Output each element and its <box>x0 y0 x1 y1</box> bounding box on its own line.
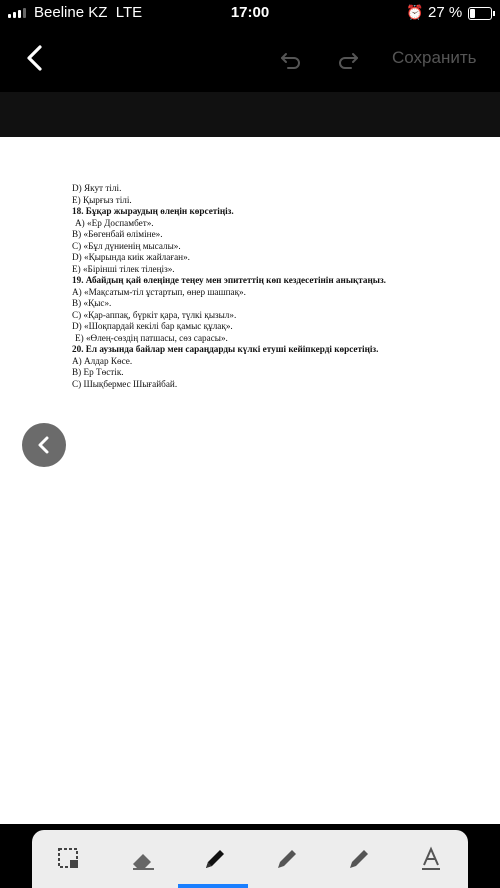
selection-tool[interactable] <box>54 844 84 874</box>
question-20: 20. Ел аузында байлар мен сараңдарды күлкі етуші кейіпкерді көрсетіңіз. <box>72 344 379 354</box>
answer-option: C) «Қар-аппақ, бүркіт қара, түлкі қызыл». <box>72 309 237 320</box>
back-button[interactable] <box>18 40 54 76</box>
answer-option: C) «Бұл дүниенің мысалы». <box>72 240 181 251</box>
answer-option: E) Қырғыз тілі. <box>72 194 132 205</box>
battery-fill <box>470 9 475 18</box>
chevron-left-icon <box>34 435 54 455</box>
tool-tray <box>32 830 468 888</box>
text-icon <box>416 844 446 874</box>
pen-icon <box>200 844 230 874</box>
answer-option: A) «Мақсатым-тіл ұстартып, өнер шашпақ». <box>72 286 246 297</box>
highlighter-tool[interactable] <box>272 844 302 874</box>
answer-option: D) Якут тілі. <box>72 183 122 193</box>
answer-option: D) «Қырында киік жайлаған». <box>72 252 190 262</box>
carrier-label: Beeline KZ LTE <box>34 4 143 21</box>
dashed-selection-icon <box>54 844 84 874</box>
battery-percent: 27 % <box>428 4 463 21</box>
pencil-tool[interactable] <box>344 844 374 874</box>
redo-icon <box>335 46 361 72</box>
save-button[interactable]: Сохранить <box>392 48 477 67</box>
question-19: 19. Абайдың қай өлеңінде теңеу мен эпитеттің көп кездесетінін анықтаңыз. <box>72 275 386 285</box>
question-18: 18. Бұқар жыраудың өлеңін көрсетіңіз. <box>72 206 234 216</box>
answer-option: B) Ер Төстік. <box>72 367 124 377</box>
answer-option: B) «Бөгенбай өліміне». <box>72 229 163 239</box>
undo-button[interactable] <box>278 46 304 72</box>
redo-button[interactable] <box>335 46 361 72</box>
answer-option: E) «Өлең-сөздің патшасы, сөз сарасы». <box>75 332 228 343</box>
answer-option: A) Алдар Көсе. <box>72 355 133 366</box>
selected-tool-indicator <box>178 884 248 888</box>
markup-toolbar <box>0 824 500 888</box>
answer-option: D) «Шоқпардай кекілі бар қамыс құлақ». <box>72 321 233 331</box>
answer-option: C) Шықбермес Шығайбай. <box>72 378 178 389</box>
previous-page-button[interactable] <box>22 423 66 467</box>
answer-option: E) «Бірінші тілек тілеңіз». <box>72 263 175 274</box>
document-text <box>72 183 452 390</box>
status-bar <box>0 0 500 26</box>
eraser-tool[interactable] <box>128 844 158 874</box>
editor-toolbar <box>0 26 500 92</box>
chevron-left-icon <box>18 40 54 76</box>
answer-option: B) «Қыс». <box>72 298 112 308</box>
highlighter-icon <box>272 844 302 874</box>
clock: 17:00 <box>230 4 270 21</box>
undo-icon <box>278 46 304 72</box>
eraser-icon <box>128 844 158 874</box>
battery-icon <box>468 7 492 20</box>
toolbar-divider-band <box>0 92 500 137</box>
pencil-icon <box>344 844 374 874</box>
alarm-clock-icon: ⏰ <box>406 4 424 20</box>
text-tool[interactable] <box>416 844 446 874</box>
answer-option: A) «Ер Доспамбет». <box>75 217 154 228</box>
document-page[interactable] <box>0 137 500 824</box>
pen-tool[interactable] <box>200 844 230 874</box>
